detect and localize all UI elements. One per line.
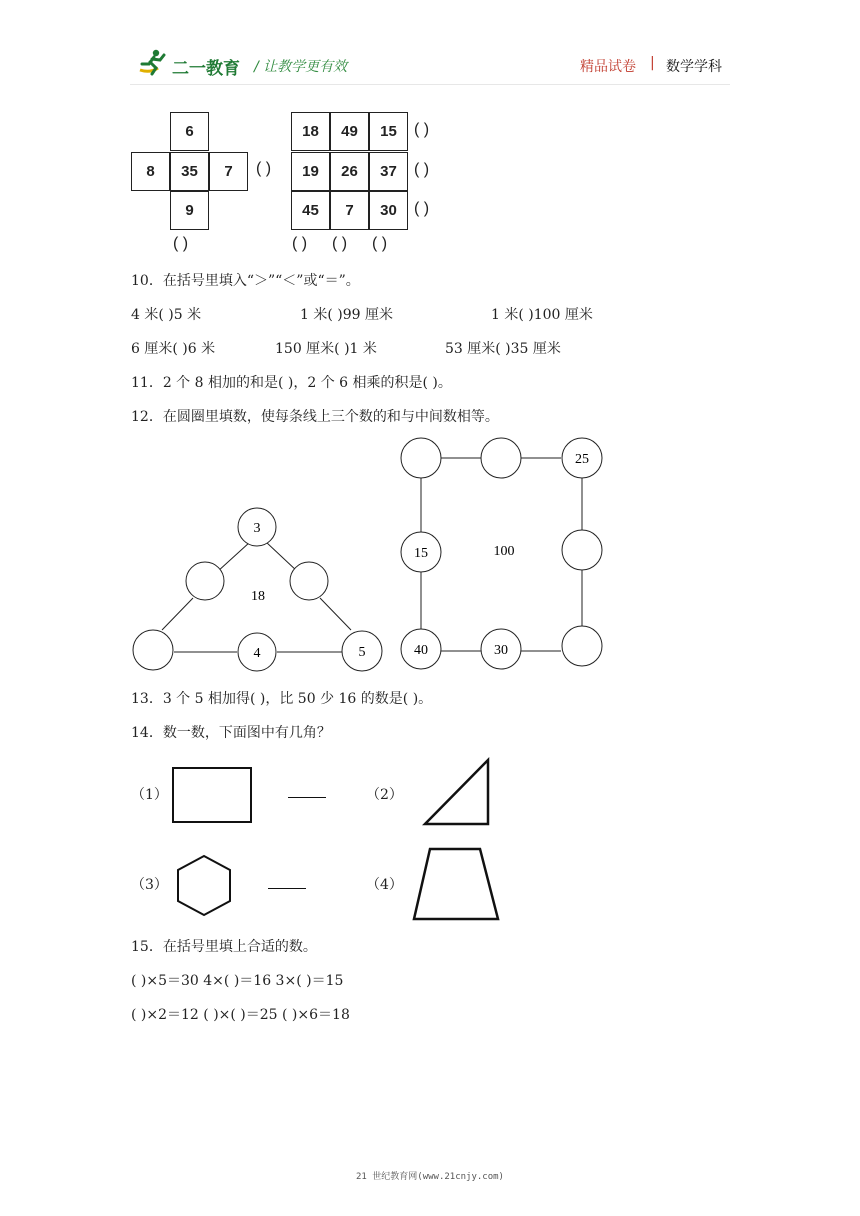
square-value-center: 100 (493, 544, 515, 559)
col-paren[interactable]: ( ) (332, 235, 348, 252)
hexagon-shape (173, 853, 235, 919)
q12-title: 12．在圆圈里填数，使每条线上三个数的和与中间数相等。 (131, 409, 499, 425)
triangle-circle-bottom-left[interactable] (133, 630, 173, 670)
header-divider (130, 84, 730, 85)
grid-cell: 30 (369, 191, 408, 230)
cross-bottom-paren[interactable]: ( ) (173, 235, 189, 252)
grid-cell: 19 (291, 152, 330, 191)
q10-item[interactable]: 6 厘米( )6 米 (131, 341, 216, 357)
grid-cell: 26 (330, 152, 369, 191)
square-circle-bottom-right[interactable] (562, 626, 602, 666)
grid-cell: 15 (369, 112, 408, 151)
triangle-circle-left[interactable] (186, 562, 224, 600)
cross-cell-left: 8 (131, 152, 170, 191)
grid-cell: 7 (330, 191, 369, 230)
shape-label-3: （3） (131, 877, 168, 893)
square-value-bottom-left: 40 (414, 643, 428, 658)
cross-cell-top: 6 (170, 112, 209, 151)
square-circle-right-mid[interactable] (562, 530, 602, 570)
slogan: / 让教学更有效 (254, 59, 348, 75)
triangle-diagram (125, 495, 395, 675)
col-paren[interactable]: ( ) (292, 235, 308, 252)
cross-right-paren[interactable]: ( ) (256, 160, 272, 177)
logo-text: 二一教育 (172, 59, 240, 79)
q15-title: 15．在括号里填上合适的数。 (131, 939, 317, 955)
triangle-value-bottom-right: 5 (358, 645, 366, 660)
triangle-value-top: 3 (253, 521, 261, 536)
q10-item[interactable]: 4 米( )5 米 (131, 307, 202, 323)
shape-label-1: （1） (131, 787, 168, 803)
trapezoid-shape (410, 845, 502, 923)
triangle-value-center: 18 (251, 589, 265, 604)
rectangle-shape (170, 765, 254, 825)
subject-label: 数学学科 (666, 59, 722, 75)
grid-cell: 37 (369, 152, 408, 191)
grid-cell: 49 (330, 112, 369, 151)
q15-row-2[interactable]: ( )×2＝12 ( )×( )＝25 ( )×6＝18 (131, 1007, 350, 1023)
q10-item[interactable]: 150 厘米( )1 米 (275, 341, 377, 357)
q10-item[interactable]: 53 厘米( )35 厘米 (445, 341, 561, 357)
q13-text[interactable]: 13．3 个 5 相加得( )，比 50 少 16 的数是( )。 (131, 691, 433, 707)
cross-cell-right: 7 (209, 152, 248, 191)
q10-item[interactable]: 1 米( )99 厘米 (300, 307, 393, 323)
cross-cell-bottom: 9 (170, 191, 209, 230)
cross-cell-center: 35 (170, 152, 209, 191)
row-paren[interactable]: ( ) (414, 121, 430, 138)
q14-title: 14．数一数，下面图中有几角？ (131, 725, 331, 741)
row-paren[interactable]: ( ) (414, 200, 430, 217)
header (0, 0, 860, 90)
row-paren[interactable]: ( ) (414, 161, 430, 178)
triangle-circle-right[interactable] (290, 562, 328, 600)
quality-label: 精品试卷 (580, 59, 636, 75)
grid-cell: 45 (291, 191, 330, 230)
triangle-shape (420, 756, 494, 828)
q10-item[interactable]: 1 米( )100 厘米 (491, 307, 593, 323)
q15-row-1[interactable]: ( )×5＝30 4×( )＝16 3×( )＝15 (131, 973, 344, 989)
col-paren[interactable]: ( ) (372, 235, 388, 252)
grid-cell: 18 (291, 112, 330, 151)
q10-title: 10．在括号里填入“＞”“＜”或“＝”。 (131, 273, 360, 289)
answer-blank[interactable] (268, 888, 306, 889)
square-diagram (395, 432, 615, 677)
logo-runner-icon (136, 48, 172, 76)
q11-text[interactable]: 11．2 个 8 相加的和是( )，2 个 6 相乘的积是( )。 (131, 375, 452, 391)
answer-blank[interactable] (288, 797, 326, 798)
square-circle-top-left[interactable] (401, 438, 441, 478)
square-value-bottom-mid: 30 (494, 643, 508, 658)
triangle-value-bottom-mid: 4 (253, 646, 261, 661)
square-value-top-right: 25 (575, 452, 589, 467)
footer-text: 21 世纪教育网(www.21cnjy.com) (356, 1172, 504, 1182)
square-value-left-mid: 15 (414, 546, 428, 561)
square-circle-top-mid[interactable] (481, 438, 521, 478)
shape-label-4: （4） (366, 877, 403, 893)
shape-label-2: （2） (366, 787, 403, 803)
header-separator: | (650, 55, 655, 71)
